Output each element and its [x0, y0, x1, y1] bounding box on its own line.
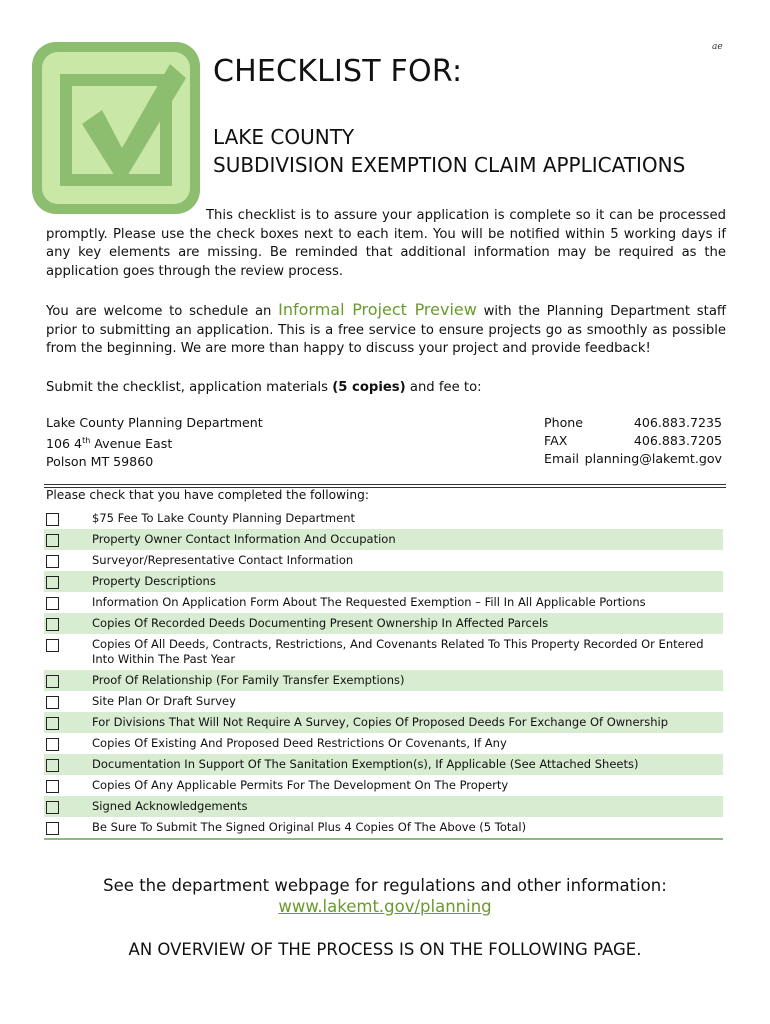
preview-paragraph — [46, 301, 726, 359]
checkbox[interactable] — [46, 639, 59, 652]
checklist-item — [44, 817, 723, 838]
footer-link-wrap — [0, 897, 770, 916]
address-line-2 — [46, 432, 263, 453]
checklist-item — [44, 634, 723, 670]
address-ordinal: th — [82, 436, 91, 445]
checkbox[interactable] — [46, 801, 59, 814]
preview-text-before: You are welcome to schedule an — [46, 304, 279, 319]
checklist-item-label: Property Descriptions — [92, 574, 216, 588]
checklist-item — [44, 592, 723, 613]
checklist-item-label: $75 Fee To Lake County Planning Department — [92, 511, 355, 525]
checklist-item — [44, 691, 723, 712]
page-title: CHECKLIST FOR: — [213, 54, 463, 89]
phone-label: Phone — [544, 415, 584, 430]
checklist-item — [44, 529, 723, 550]
checkbox[interactable] — [46, 534, 59, 547]
checklist-item-label: Signed Acknowledgements — [92, 799, 248, 813]
address-street: Avenue East — [90, 436, 173, 452]
submit-text-before: Submit the checklist, application materials — [46, 380, 333, 395]
checklist-item-label: Copies Of Existing And Proposed Deed Restrictions Or Covenants, If Any — [92, 736, 507, 750]
checklist-item — [44, 613, 723, 634]
email-address[interactable]: planning@lakemt.gov — [584, 451, 722, 466]
fax-number: 406.883.7205 — [633, 433, 722, 448]
checkbox[interactable] — [46, 822, 59, 835]
checklist-item-label: Copies Of Recorded Deeds Documenting Present Ownership In Affected Parcels — [92, 616, 549, 630]
checklist-heading: Please check that you have completed the following: — [46, 488, 369, 502]
checklist-item — [44, 733, 723, 754]
fax-row — [544, 432, 722, 450]
checklist-item-label: Proof Of Relationship (For Family Transfer Exemptions) — [92, 673, 405, 687]
checklist-item-label: Site Plan Or Draft Survey — [92, 694, 236, 708]
checklist-item-label: Be Sure To Submit The Signed Original Plus 4 Copies Of The Above (5 Total) — [92, 820, 527, 834]
checkbox[interactable] — [46, 717, 59, 730]
mailing-address — [46, 414, 263, 471]
checklist-item — [44, 712, 723, 733]
address-line-1: Lake County Planning Department — [46, 415, 263, 430]
checkbox[interactable] — [46, 597, 59, 610]
checklist-item — [44, 754, 723, 775]
checklist — [44, 508, 723, 838]
checkbox[interactable] — [46, 759, 59, 772]
preview-text-after: with the Planning Department staff prior to submitting an application. This is a free service to ensure projects go as smoothly as possible from the beginning. We are more than happy to discuss your project and provide feedback! — [46, 304, 727, 357]
checklist-item-label: Copies Of Any Applicable Permits For The Development On The Property — [92, 778, 509, 792]
checklist-item-label: Information On Application Form About The Requested Exemption – Fill In All Applicable Portions — [92, 595, 646, 609]
subtitle-line-2: SUBDIVISION EXEMPTION CLAIM APPLICATIONS — [213, 153, 686, 177]
checkbox[interactable] — [46, 675, 59, 688]
contact-info — [544, 414, 722, 468]
address-street-number: 106 4 — [46, 436, 83, 452]
fax-label: FAX — [544, 433, 568, 448]
corner-mark: ae — [712, 42, 723, 52]
divider — [44, 484, 726, 485]
checkbox[interactable] — [46, 576, 59, 589]
email-row — [544, 450, 722, 468]
checklist-item — [44, 670, 723, 691]
phone-row — [544, 414, 722, 432]
checkbox[interactable] — [46, 513, 59, 526]
phone-number: 406.883.7235 — [633, 415, 722, 430]
subtitle-line-1: LAKE COUNTY — [213, 125, 355, 149]
email-label: Email — [544, 451, 579, 466]
checklist-item — [44, 571, 723, 592]
checkbox[interactable] — [46, 780, 59, 793]
checkbox[interactable] — [46, 555, 59, 568]
submit-paragraph — [46, 379, 726, 398]
checkbox[interactable] — [46, 618, 59, 631]
address-line-3: Polson MT 59860 — [46, 454, 154, 470]
checkbox[interactable] — [46, 738, 59, 751]
checkbox-logo-icon — [30, 40, 202, 216]
submit-text-after: and fee to: — [405, 380, 482, 395]
intro-paragraph: This checklist is to assure your application is complete so it can be processed promptly. Please use the check boxes next to each item. You will be notified within 5 working days if any key elements are missing. Be reminded that additional information may be required as the application goes through the review process. — [46, 208, 726, 279]
footer-info-text: See the department webpage for regulations and other information: — [103, 876, 667, 895]
checkbox[interactable] — [46, 696, 59, 709]
checklist-item — [44, 796, 723, 817]
informal-project-preview-link[interactable]: Informal Project Preview — [278, 300, 477, 319]
checklist-item-label: For Divisions That Will Not Require A Survey, Copies Of Proposed Deeds For Exchange Of Ownership — [92, 715, 669, 729]
planning-webpage-link[interactable]: www.lakemt.gov/planning — [278, 897, 492, 916]
submit-copies: (5 copies) — [332, 380, 406, 395]
checklist-item — [44, 550, 723, 571]
checklist-item — [44, 775, 723, 796]
footer-overview-note: AN OVERVIEW OF THE PROCESS IS ON THE FOLLOWING PAGE. — [128, 940, 642, 959]
checklist-item — [44, 508, 723, 529]
checklist-item-label: Property Owner Contact Information And Occupation — [92, 532, 396, 546]
checklist-item-label: Copies Of All Deeds, Contracts, Restrictions, And Covenants Related To This Property Recorded Or Entered Into Within The Past Year — [92, 637, 704, 666]
checklist-bottom-rule — [44, 838, 723, 840]
checklist-item-label: Documentation In Support Of The Sanitation Exemption(s), If Applicable (See Attached Sheets) — [92, 757, 639, 771]
checklist-item-label: Surveyor/Representative Contact Information — [92, 553, 354, 567]
